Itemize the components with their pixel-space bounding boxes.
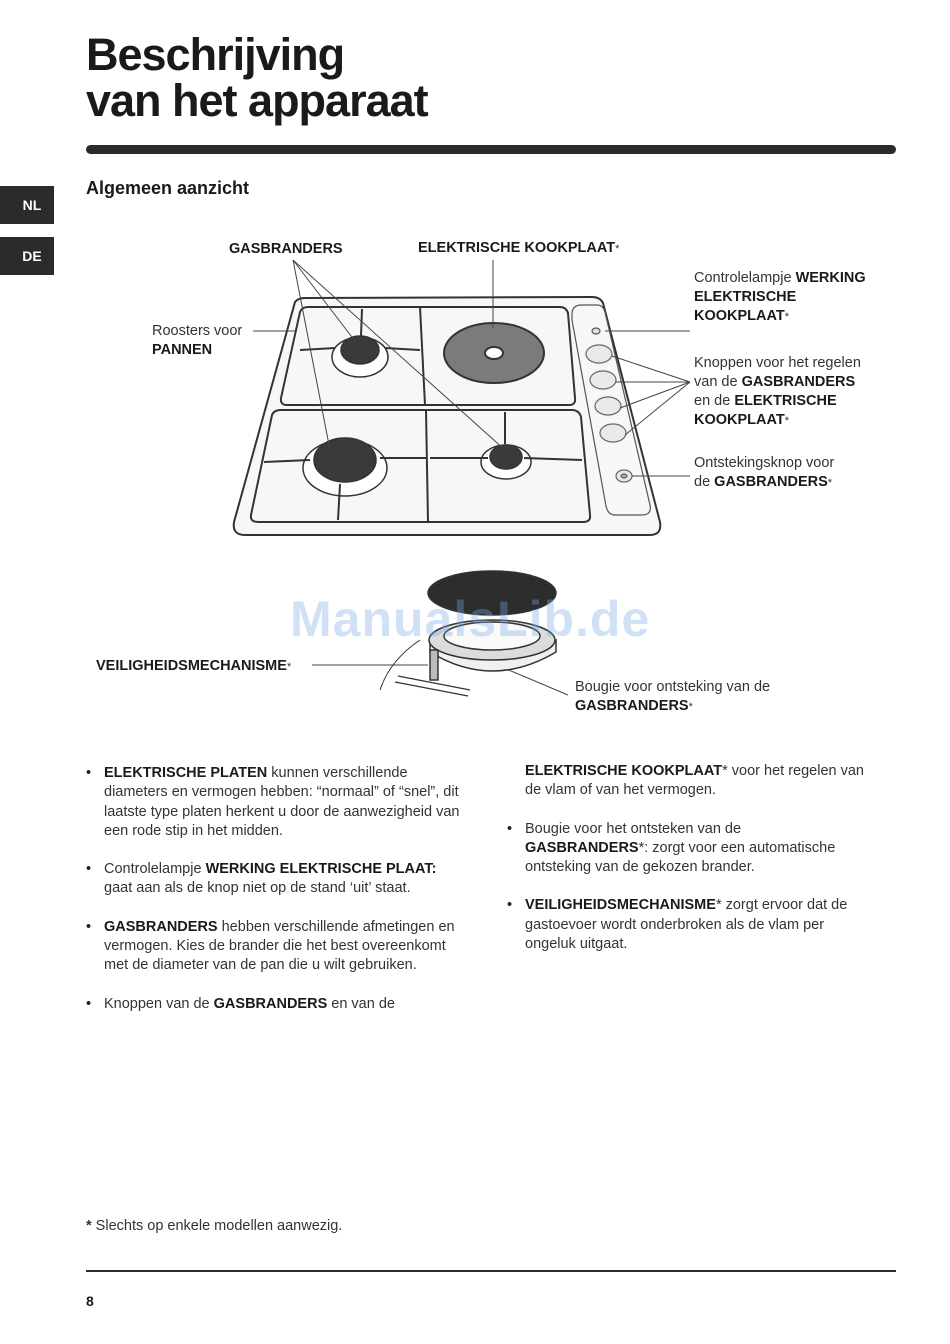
bullet-1-bold: ELEKTRISCHE PLATEN [104, 765, 268, 781]
right-column [507, 762, 867, 954]
bullet-6-bold: VEILIGHEIDSMECHANISME [525, 897, 716, 914]
bullet-5-text: *: zorgt voor een automatische ontsteking van de gekozen brander. [525, 839, 836, 876]
bullet-2-text: gaat aan als de knop niet op de stand ‘uit’ staat. [104, 880, 411, 897]
continuation-text: * voor het regelen van de vlam of van het vermogen. [525, 763, 864, 799]
watermark: ManualsLib.de [290, 591, 651, 647]
label-controlelampje-b2: ELEKTRISCHE [694, 289, 797, 305]
bullet-5-bold: GASBRANDERS [525, 839, 639, 856]
label-ontsteking-line1: Ontstekingsknop voor [694, 455, 835, 471]
asterisk-mark: * [784, 415, 790, 427]
electric-hotplate [444, 323, 544, 383]
label-elektrische-kookplaat [418, 239, 619, 259]
label-controlelampje-pre: Controlelampje [694, 270, 796, 286]
bullet-2-bold: WERKING ELEKTRISCHE PLAAT: [205, 861, 437, 878]
title-line-1: Beschrijving [86, 29, 345, 80]
label-bougie [575, 678, 770, 717]
bullet-knoppen [86, 995, 466, 1014]
label-roosters [152, 322, 242, 360]
label-veiligheid [96, 657, 291, 677]
bullet-controlelampje [86, 860, 466, 899]
label-knoppen-line1: Knoppen voor het regelen [694, 355, 861, 371]
footnote-star: * [86, 1218, 92, 1234]
label-knoppen-line4-b: KOOKPLAAT [694, 412, 785, 428]
asterisk-mark: * [615, 243, 620, 255]
label-knoppen-line3-b: ELEKTRISCHE [734, 393, 837, 409]
label-roosters-line2: PANNEN [152, 342, 213, 358]
bullet-3-bold: GASBRANDERS [104, 918, 218, 935]
left-column [86, 764, 466, 1014]
label-bougie-line2: GASBRANDERS [575, 698, 689, 714]
bullet-6-text: * zorgt ervoor dat de gastoevoer wordt onderbroken als de vlam per ongeluk uitgaat. [525, 897, 848, 953]
label-knoppen-line3-pre: en de [694, 393, 735, 409]
label-controlelampje [694, 269, 866, 327]
label-knoppen-line2-b: GASBRANDERS [741, 374, 856, 390]
label-knoppen-line2-pre: van de [694, 374, 742, 390]
ignition-button [616, 470, 632, 482]
indicator-light [592, 328, 600, 334]
asterisk-mark: * [688, 701, 693, 713]
language-tab-de[interactable]: DE [0, 237, 54, 275]
bullet-1-text: kunnen verschillende diameters en vermogen hebben: “normaal” of “snel”, dit laatste type platen herkent u door de aanwezigheid van een rode stip in het midden. [104, 765, 460, 839]
title-line-2: van het apparaat [86, 75, 428, 126]
page-number: 8 [86, 1293, 94, 1309]
asterisk-mark: * [286, 661, 292, 673]
label-controlelampje-b1: WERKING [795, 270, 866, 286]
label-controlelampje-b3: KOOKPLAAT [694, 308, 785, 324]
label-ontsteking [694, 454, 834, 493]
section-heading: Algemeen aanzicht [86, 178, 250, 198]
bullet-elektrische-platen [86, 764, 466, 841]
asterisk-mark: * [827, 477, 833, 489]
footer-divider [86, 1270, 896, 1272]
footnote-text: Slechts op enkele modellen aanwezig. [91, 1218, 343, 1234]
label-veiligheid-text: VEILIGHEIDSMECHANISME [96, 658, 287, 674]
label-roosters-line1: Roosters voor [152, 323, 243, 339]
bullet-bougie [507, 820, 867, 878]
footnote [86, 1218, 342, 1234]
label-gasbranders-text: GASBRANDERS [229, 241, 343, 257]
language-tab-nl[interactable]: NL [0, 186, 54, 224]
label-bougie-line1: Bougie voor ontsteking van de [575, 679, 771, 695]
continuation-bold: ELEKTRISCHE KOOKPLAAT [525, 763, 723, 779]
label-gasbranders [229, 240, 343, 259]
bullet-gasbranders [86, 918, 466, 976]
bullet-4-bold: GASBRANDERS [213, 995, 328, 1012]
asterisk-mark: * [784, 311, 790, 323]
bullet-5-pre: Bougie voor het ontsteken van de [525, 820, 742, 837]
continuation-paragraph [525, 762, 867, 801]
bullet-4-text: en van de [327, 995, 395, 1012]
label-ontsteking-line2-b: GASBRANDERS [714, 474, 828, 490]
bullet-veiligheid [507, 896, 867, 954]
bullet-3-text: hebben verschillende afmetingen en vermogen. Kies de brander die het best overeenkomt met de diameter van de pan die u wilt gebruiken. [104, 918, 455, 974]
bullet-4-pre: Knoppen van de [104, 995, 214, 1012]
label-elektrische-kookplaat-text: ELEKTRISCHE KOOKPLAAT [418, 240, 616, 256]
label-ontsteking-line2-pre: de [694, 474, 715, 490]
label-knoppen [694, 354, 861, 431]
bullet-2-pre: Controlelampje [104, 861, 206, 878]
